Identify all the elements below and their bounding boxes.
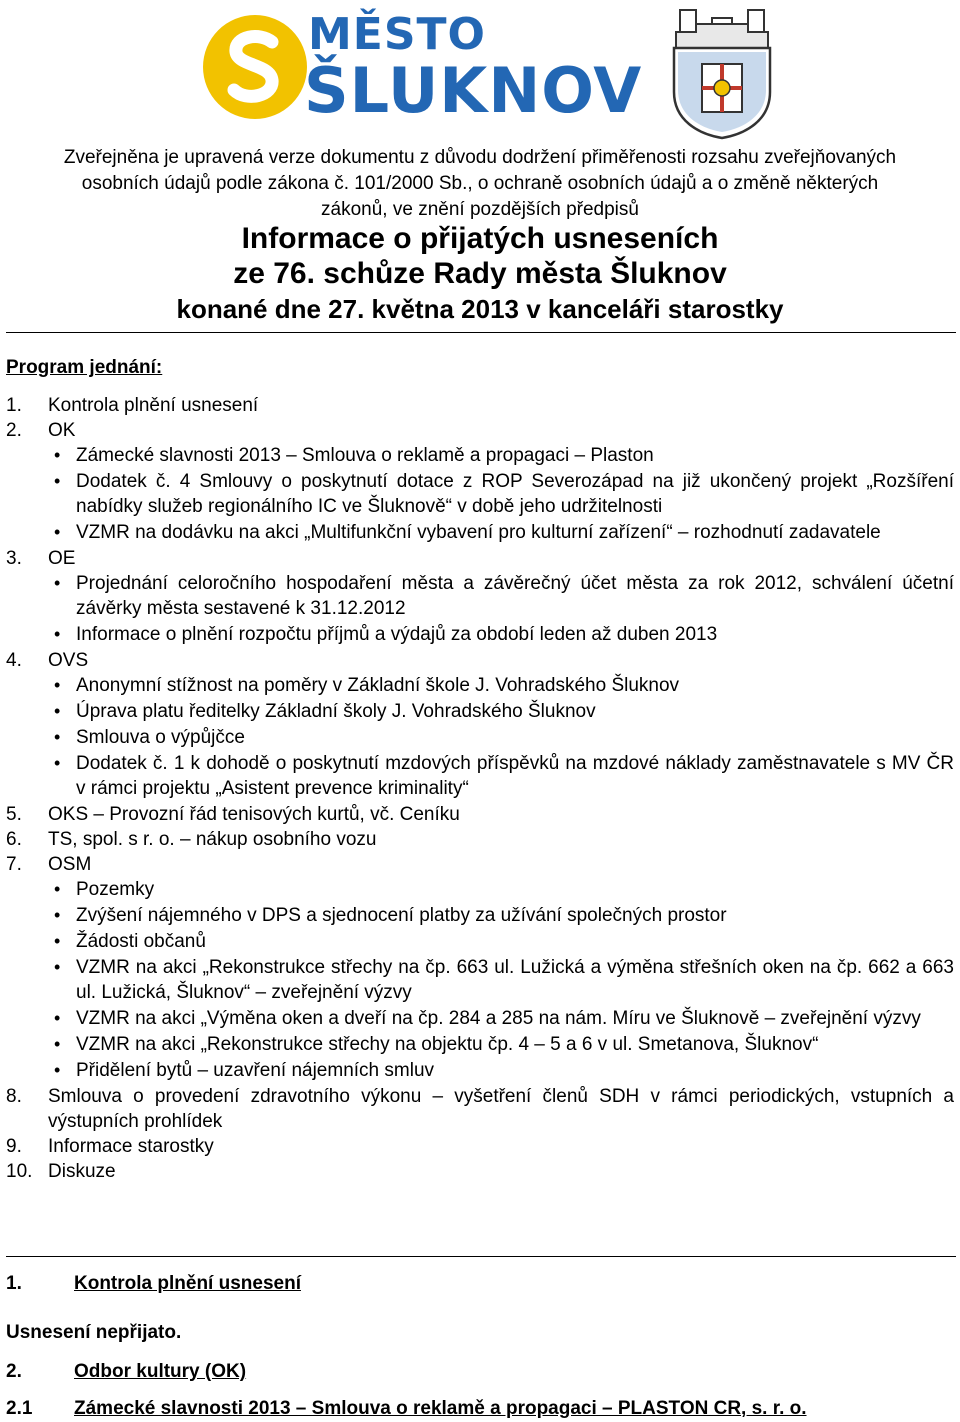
agenda-sublist xyxy=(48,571,954,647)
agenda-item-text: TS, spol. s r. o. – nákup osobního vozu xyxy=(48,829,377,850)
agenda-subitem: • Zvýšení nájemného v DPS a sjednocení platby za užívání společných prostor xyxy=(48,903,954,928)
section-number: 2.1 xyxy=(6,1398,33,1419)
agenda-item xyxy=(6,827,954,852)
resolution-result: Usnesení nepřijato. xyxy=(6,1322,182,1343)
agenda-sublist xyxy=(48,673,954,801)
anonymization-notice xyxy=(0,145,960,223)
program-heading: Program jednání: xyxy=(6,357,163,378)
document-title: Informace o přijatých usneseních xyxy=(241,222,719,255)
agenda-subitem: • Anonymní stížnost na poměry v Základní škole J. Vohradského Šluknov xyxy=(48,673,954,698)
coat-of-arms-icon xyxy=(662,4,782,140)
agenda-sublist xyxy=(48,443,954,545)
agenda-item-number: 3. xyxy=(6,548,22,569)
section-title: Odbor kultury (OK) xyxy=(74,1361,247,1382)
section-heading xyxy=(6,1272,301,1296)
agenda-item-number: 7. xyxy=(6,854,22,875)
notice-line-3: zákonů, ve znění pozdějších předpisů xyxy=(321,199,639,220)
agenda-sublist xyxy=(48,877,954,1083)
agenda-item-number: 4. xyxy=(6,650,22,671)
section-title: Zámecké slavnosti 2013 – Smlouva o reklamě a propagaci – PLASTON CR, s. r. o. xyxy=(74,1398,807,1419)
agenda-item-text: OKS – Provozní řád tenisových kurtů, vč. Ceníku xyxy=(48,804,460,825)
divider xyxy=(6,1256,956,1257)
agenda-list xyxy=(6,393,954,1184)
agenda-item xyxy=(6,546,954,647)
agenda-item xyxy=(6,1159,954,1184)
agenda-item-text: Diskuze xyxy=(48,1161,116,1182)
agenda-subitem: • Pozemky xyxy=(48,877,954,902)
agenda-item-text: Smlouva o provedení zdravotního výkonu – vyšetření členů SDH v rámci periodických, vstupních a výstupních prohlídek xyxy=(48,1086,954,1132)
agenda-item-number: 2. xyxy=(6,420,22,441)
agenda-item-number: 10. xyxy=(6,1161,33,1182)
meeting-date: konané dne 27. května 2013 v kanceláři starostky xyxy=(176,294,784,324)
agenda-item xyxy=(6,393,954,418)
section-number: 1. xyxy=(6,1273,22,1294)
agenda-item-number: 5. xyxy=(6,804,22,825)
document-subtitle: ze 76. schůze Rady města Šluknov xyxy=(233,257,727,290)
agenda-item-text: OK xyxy=(48,420,76,441)
agenda-item xyxy=(6,802,954,827)
agenda-subitem: • Projednání celoročního hospodaření města a závěrečný účet města za rok 2012, schválení účetní závěrky města sestavené k 31.12.2012 xyxy=(48,571,954,621)
section-heading xyxy=(6,1360,246,1384)
agenda-subitem: • VZMR na akci „Rekonstrukce střechy na čp. 663 ul. Lužická a výměna střešních oken na čp. 662 a 663 ul. Lužická, Šluknov“ – zveřejnění výzvy xyxy=(48,955,954,1005)
agenda-item xyxy=(6,648,954,801)
agenda-item-number: 6. xyxy=(6,829,22,850)
agenda-subitem: • VZMR na akci „Rekonstrukce střechy na objektu čp. 4 – 5 a 6 v ul. Smetanova, Šluknov“ xyxy=(48,1032,954,1057)
agenda-subitem: • Úprava platu ředitelky Základní školy J. Vohradského Šluknov xyxy=(48,699,954,724)
agenda-item-number: 9. xyxy=(6,1136,22,1157)
subsection-heading xyxy=(6,1397,807,1421)
agenda-item-number: 1. xyxy=(6,395,22,416)
agenda-item-text: OSM xyxy=(48,854,92,875)
section-title: Kontrola plnění usnesení xyxy=(74,1273,301,1294)
agenda-item-text: OVS xyxy=(48,650,89,671)
notice-line-1: Zveřejněna je upravená verze dokumentu z důvodu dodržení přiměřenosti rozsahu zveřejňovaných xyxy=(63,147,897,168)
logo-text-mesto: MĚSTO xyxy=(308,9,486,60)
agenda-item-text: OE xyxy=(48,548,76,569)
agenda-item-text: Informace starostky xyxy=(48,1136,214,1157)
logo-text-sluknov: ŠLUKNOV xyxy=(304,54,643,127)
town-logo-s-icon xyxy=(200,12,310,122)
divider xyxy=(6,332,956,333)
agenda-subitem: • Přidělení bytů – uzavření nájemních smluv xyxy=(48,1058,954,1083)
agenda-subitem: • VZMR na dodávku na akci „Multifunkční vybavení pro kulturní zařízení“ – rozhodnutí zadavatele xyxy=(48,520,954,545)
agenda-item xyxy=(6,1134,954,1159)
agenda-item-text: Kontrola plnění usnesení xyxy=(48,395,259,416)
agenda-subitem: • Zámecké slavnosti 2013 – Smlouva o reklamě a propagaci – Plaston xyxy=(48,443,954,468)
agenda-subitem: • Smlouva o výpůjčce xyxy=(48,725,954,750)
agenda-item xyxy=(6,852,954,1083)
agenda-subitem: • Informace o plnění rozpočtu příjmů a výdajů za období leden až duben 2013 xyxy=(48,622,954,647)
agenda-item-number: 8. xyxy=(6,1086,22,1107)
agenda-item xyxy=(6,418,954,545)
agenda-subitem: • Dodatek č. 4 Smlouvy o poskytnutí dotace z ROP Severozápad na již ukončený projekt „Rozšíření nabídky služeb regionálního IC ve Šluknově“ v době jeho udržitelnosti xyxy=(48,469,954,519)
town-logo xyxy=(200,4,780,144)
section-number: 2. xyxy=(6,1361,22,1382)
agenda-subitem: • VZMR na akci „Výměna oken a dveří na čp. 284 a 285 na nám. Míru ve Šluknově – zveřejnění výzvy xyxy=(48,1006,954,1031)
agenda-subitem: • Žádosti občanů xyxy=(48,929,954,954)
agenda-subitem: • Dodatek č. 1 k dohodě o poskytnutí mzdových příspěvků na mzdové náklady zaměstnavatele s MV ČR v rámci projektu „Asistent prevence kriminality“ xyxy=(48,751,954,801)
notice-line-2: osobních údajů podle zákona č. 101/2000 Sb., o ochraně osobních údajů a o změně některých xyxy=(81,173,879,194)
agenda-item xyxy=(6,1084,954,1134)
